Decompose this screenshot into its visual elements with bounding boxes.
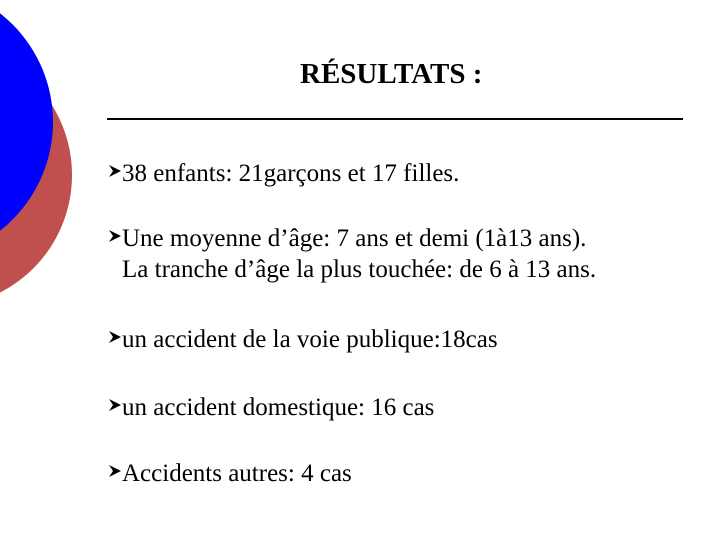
arrow-bullet-icon bbox=[108, 229, 122, 243]
arrow-bullet-icon bbox=[108, 330, 122, 344]
bullet-text: 38 enfants: 21garçons et 17 filles. bbox=[122, 160, 460, 187]
arrow-bullet-icon bbox=[108, 398, 122, 412]
slide-title: RÉSULTATS : bbox=[300, 58, 483, 90]
bullet-text: un accident de la voie publique:18cas bbox=[122, 326, 498, 353]
bullet-text: Une moyenne d’âge: 7 ans et demi (1à13 ans). bbox=[122, 225, 587, 252]
arrow-bullet-icon bbox=[108, 164, 122, 178]
bullet-text-continuation: La tranche d’âge la plus touchée: de 6 à 13 ans. bbox=[122, 256, 597, 283]
bullet-text: un accident domestique: 16 cas bbox=[122, 394, 435, 421]
bullet-text: Accidents autres: 4 cas bbox=[122, 460, 352, 487]
arrow-bullet-icon bbox=[108, 464, 122, 478]
